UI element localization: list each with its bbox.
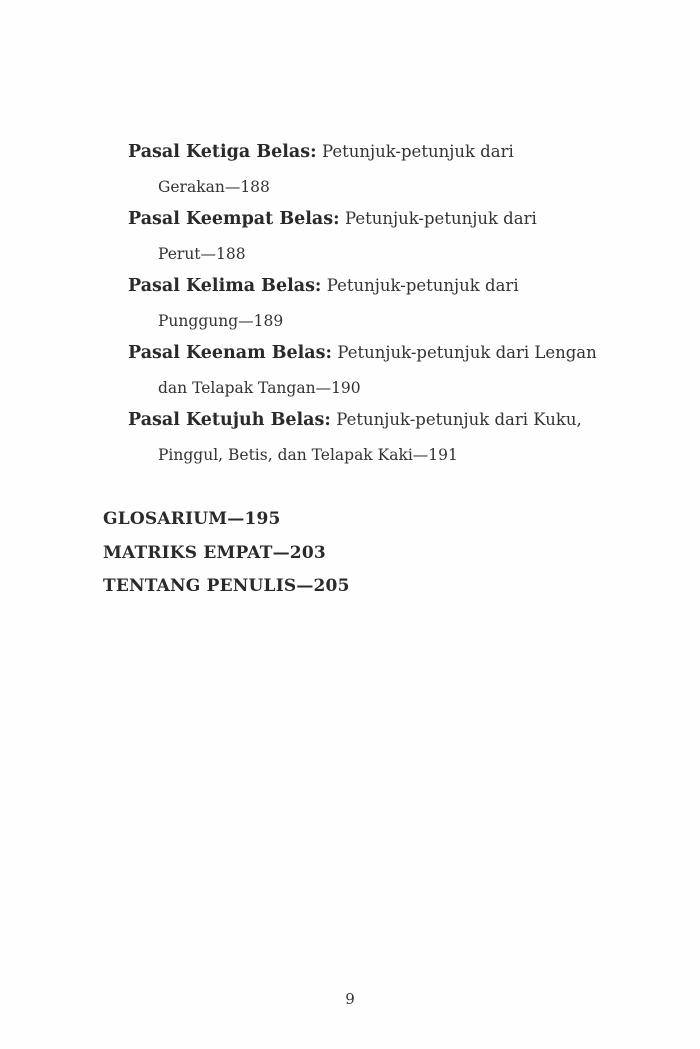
toc-entry-pasal-14 xyxy=(128,204,648,271)
entry-title: Pasal Keempat Belas: xyxy=(128,209,340,229)
toc-entry-pasal-13 xyxy=(128,137,648,204)
entry-continuation: Pinggul, Betis, dan Telapak Kaki—191 xyxy=(158,446,458,464)
entry-title: Pasal Ketujuh Belas: xyxy=(128,410,331,430)
toc-entry-pasal-15 xyxy=(128,271,648,338)
entry-description: Petunjuk-petunjuk dari Lengan xyxy=(337,343,597,362)
toc-entry-pasal-16 xyxy=(128,338,648,405)
entry-description: Petunjuk-petunjuk dari xyxy=(326,276,519,295)
entry-continuation: Punggung—189 xyxy=(158,312,284,330)
entry-title: Pasal Keenam Belas: xyxy=(128,343,332,363)
entry-continuation: Perut—188 xyxy=(158,245,246,263)
entry-description: Petunjuk-petunjuk dari xyxy=(321,142,514,161)
entry-description: Petunjuk-petunjuk dari xyxy=(344,209,537,228)
toc-about-author: TENTANG PENULIS—205 xyxy=(103,576,350,596)
entry-title: Pasal Ketiga Belas: xyxy=(128,142,317,162)
toc-chapter-list xyxy=(128,137,648,472)
toc-entry-pasal-17 xyxy=(128,405,648,472)
entry-title: Pasal Kelima Belas: xyxy=(128,276,322,296)
toc-back-matter xyxy=(103,505,350,606)
entry-description: Petunjuk-petunjuk dari Kuku, xyxy=(336,410,582,429)
entry-continuation: Gerakan—188 xyxy=(158,178,270,196)
toc-glossary: GLOSARIUM—195 xyxy=(103,509,281,529)
toc-matrix: MATRIKS EMPAT—203 xyxy=(103,542,326,563)
page-number: 9 xyxy=(345,990,355,1008)
entry-continuation: dan Telapak Tangan—190 xyxy=(158,379,361,397)
